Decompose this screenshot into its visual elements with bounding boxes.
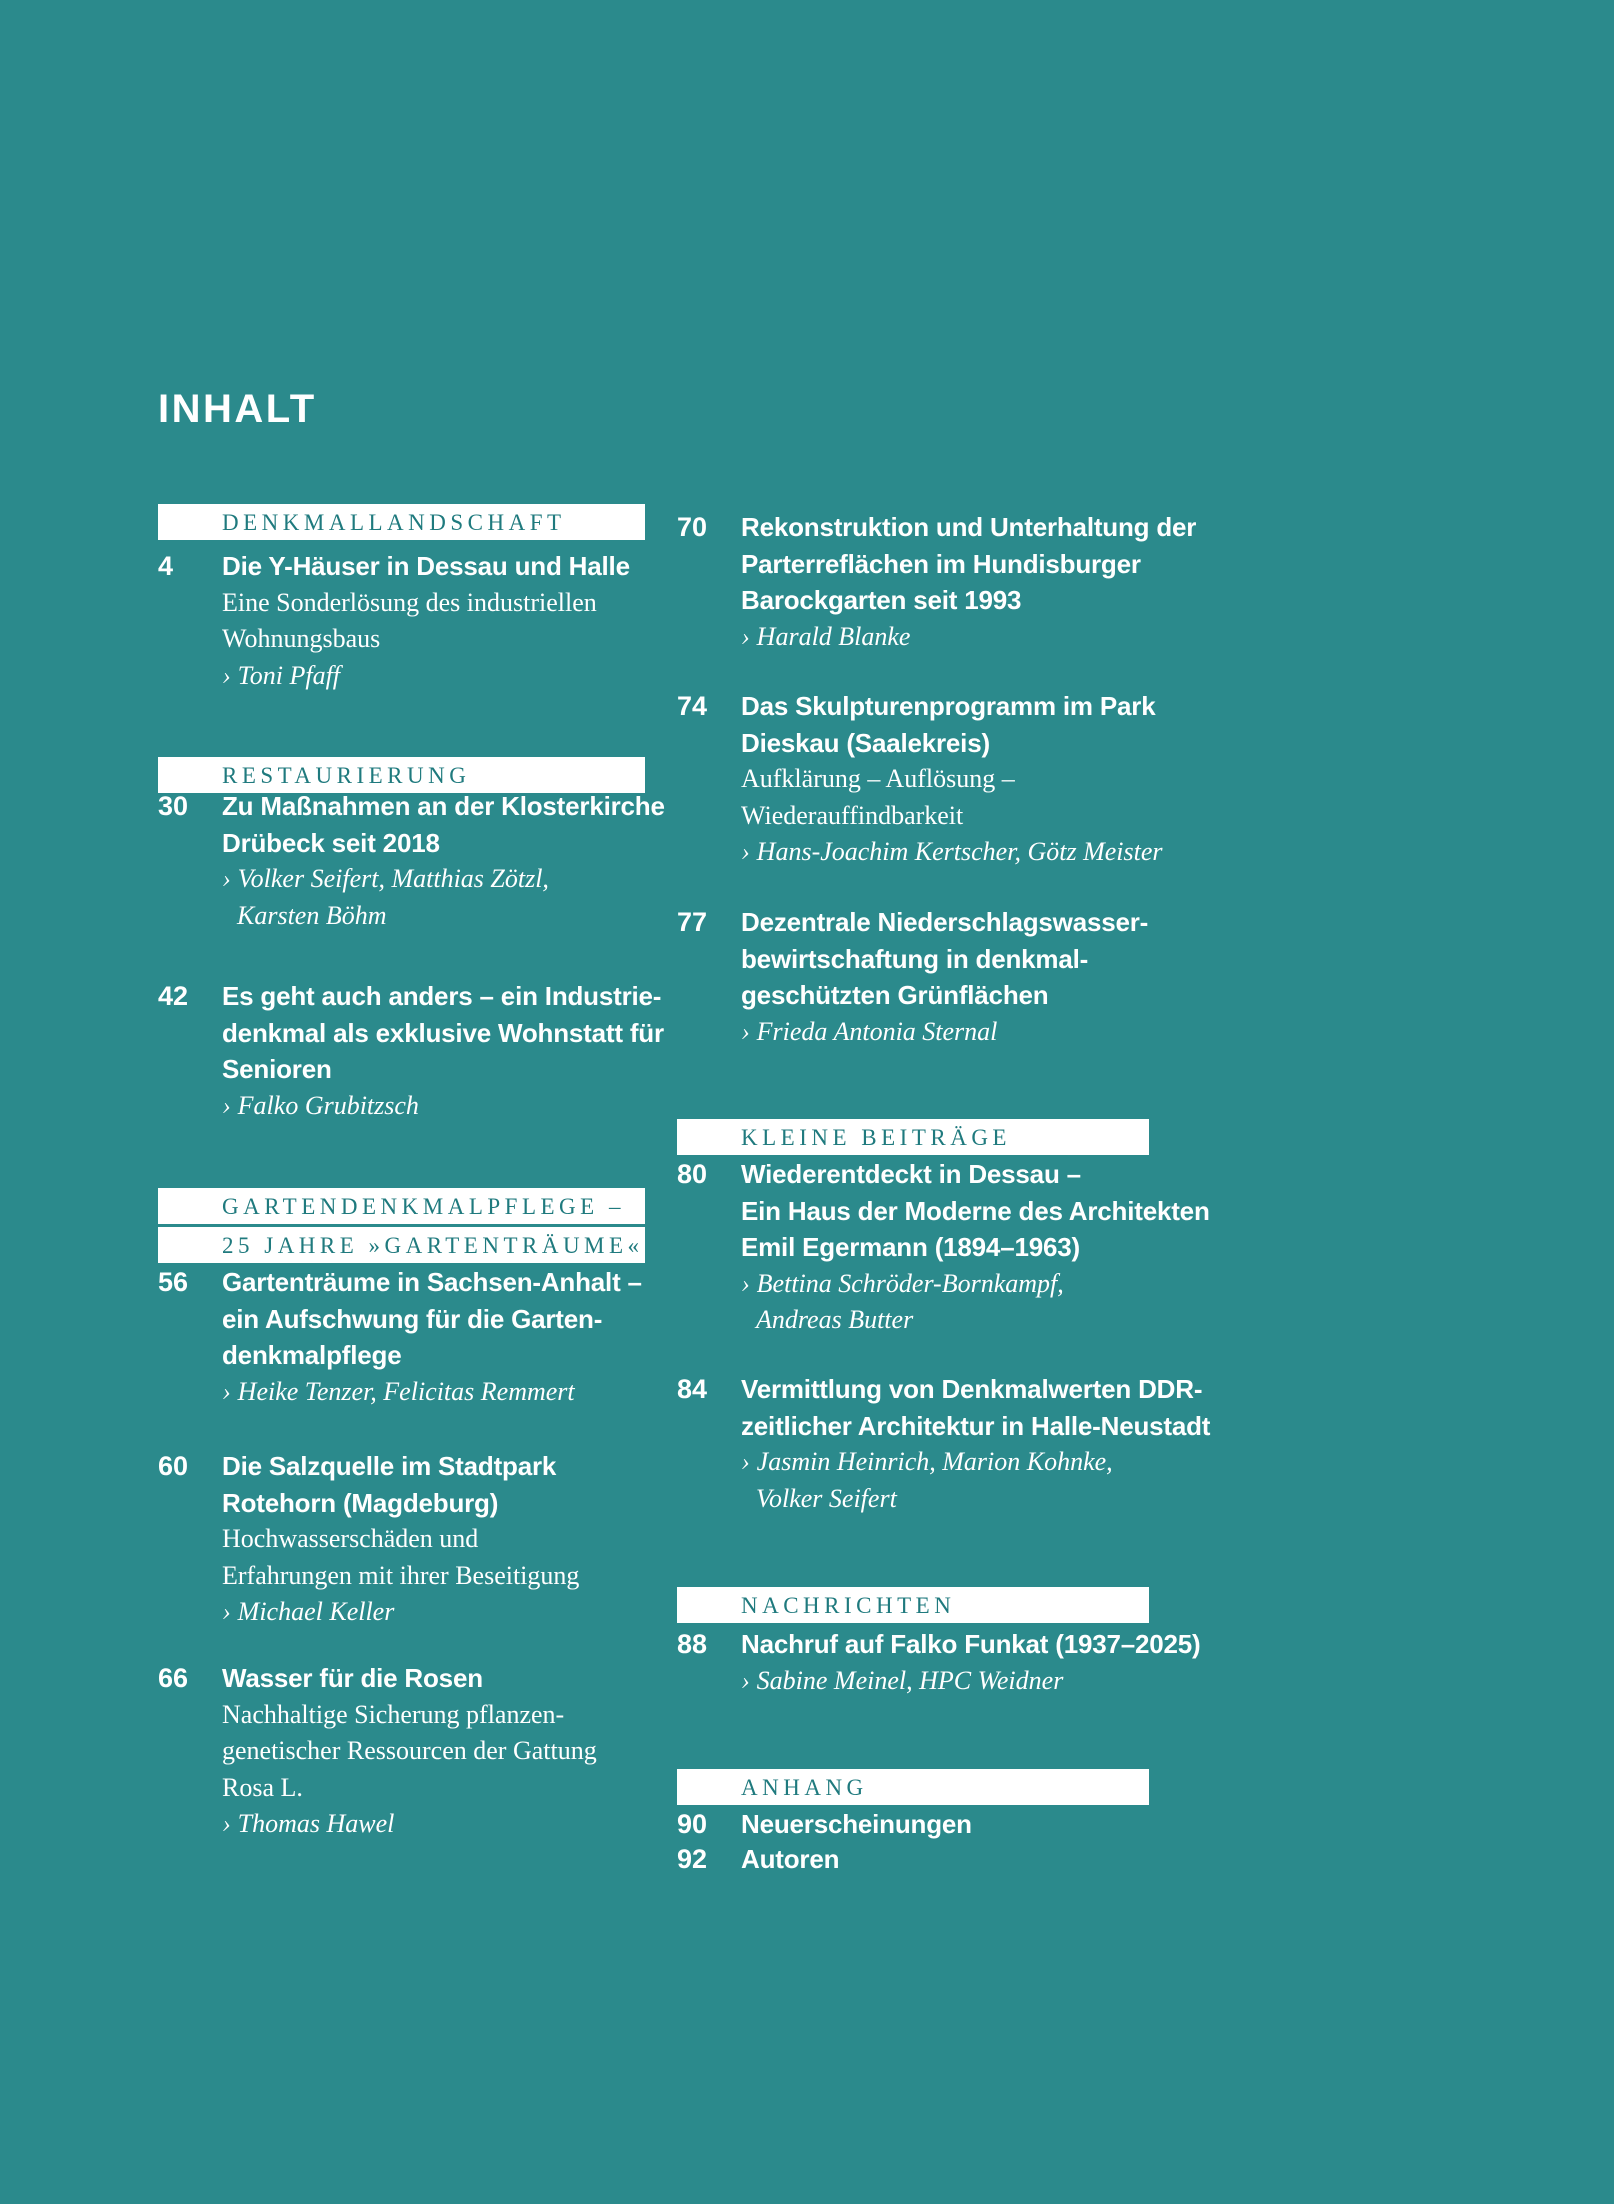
entry-authors <box>222 658 645 695</box>
entry-content <box>741 688 1163 871</box>
entry-title: Neuerscheinungen <box>741 1809 972 1839</box>
section-label: 25 JAHRE »GARTENTRÄUME« <box>222 1233 644 1258</box>
author-name: Thomas Hawel <box>237 1809 395 1838</box>
entry-subtitle: Nachhaltige Sicherung pflanzen- <box>222 1699 565 1729</box>
entry-authors <box>222 1088 664 1125</box>
section-header-row <box>158 1227 645 1263</box>
author-marker-icon: › <box>741 1016 750 1046</box>
toc-entry <box>677 1806 1149 1843</box>
toc-column-left <box>158 0 665 2204</box>
entry-authors <box>222 861 665 898</box>
entry-title: Die Salzquelle im Stadtpark <box>222 1451 557 1481</box>
section-header-row <box>158 504 645 540</box>
author-marker-icon: › <box>741 1268 750 1298</box>
entry-title: ein Aufschwung für die Garten- <box>222 1303 603 1334</box>
entry-title: Dieskau (Saalekreis) <box>741 727 990 758</box>
section-header-row <box>677 1587 1149 1623</box>
entry-title: Gartenträume in Sachsen-Anhalt – <box>222 1267 642 1297</box>
entry-content <box>222 788 665 934</box>
entry-authors <box>222 898 665 935</box>
toc-entry <box>158 788 665 934</box>
entry-authors <box>741 1266 1210 1303</box>
section-label: DENKMALLANDSCHAFT <box>222 510 566 535</box>
entry-title: Dezentrale Niederschlagswasser- <box>741 907 1149 937</box>
author-name: Volker Seifert, Matthias Zötzl, <box>237 864 549 893</box>
entry-authors <box>741 1444 1210 1481</box>
toc-entry <box>677 904 1149 1050</box>
entry-page-number: 90 <box>677 1809 708 1839</box>
entry-title: Emil Egermann (1894–1963) <box>741 1232 1080 1262</box>
entry-title: Barockgarten seit 1993 <box>741 585 1022 615</box>
entry-title: Drübeck seit 2018 <box>222 827 440 858</box>
entry-subtitle: Wohnungsbaus <box>222 624 381 653</box>
author-marker-icon: › <box>741 837 750 866</box>
toc-entry <box>677 688 1163 871</box>
author-name: Andreas Butter <box>756 1305 914 1334</box>
entry-authors <box>741 1481 1210 1518</box>
entry-authors <box>222 1806 645 1843</box>
section-header <box>158 504 645 543</box>
entry-authors <box>741 619 1196 656</box>
section-header <box>677 1769 1149 1808</box>
section-header <box>677 1587 1149 1626</box>
entry-page-number: 4 <box>158 551 174 581</box>
toc-entry <box>677 1371 1211 1517</box>
author-name: Volker Seifert <box>756 1483 897 1513</box>
toc-entry <box>677 1626 1201 1699</box>
entry-title: denkmal als exklusive Wohnstatt für <box>222 1017 664 1048</box>
author-name: Heike Tenzer, Felicitas Remmert <box>237 1376 575 1406</box>
entry-page-number: 66 <box>158 1663 189 1693</box>
entry-title: bewirtschaftung in denkmal- <box>741 943 1089 974</box>
entry-authors <box>741 834 1163 871</box>
entry-subtitle: Hochwasserschäden und <box>222 1524 479 1553</box>
entry-title: Vermittlung von Denkmalwerten DDR- <box>741 1374 1203 1404</box>
entry-title: Parterreflächen im Hundisburger <box>741 548 1141 579</box>
entry-subtitle: Eine Sonderlösung des industriellen <box>222 587 597 617</box>
entry-content <box>741 1626 1201 1699</box>
author-marker-icon: › <box>222 660 231 690</box>
author-name: Hans-Joachim Kertscher, Götz Meister <box>756 837 1163 866</box>
entry-content <box>222 978 664 1124</box>
author-name: Sabine Meinel, HPC Weidner <box>756 1665 1064 1695</box>
author-name: Falko Grubitzsch <box>237 1090 419 1120</box>
entry-authors <box>741 1302 1210 1339</box>
toc-entry <box>677 509 1197 655</box>
entry-authors <box>222 1374 645 1411</box>
author-marker-icon: › <box>222 1090 231 1120</box>
entry-subtitle: Aufklärung – Auflösung – <box>741 764 1015 793</box>
entry-subtitle: Wiederauffindbarkeit <box>741 800 964 830</box>
author-marker-icon: › <box>222 1809 231 1838</box>
toc-entry <box>158 978 664 1124</box>
section-header-row <box>677 1769 1149 1805</box>
entry-page-number: 88 <box>677 1629 708 1659</box>
entry-content <box>741 1806 1149 1843</box>
author-name: Karsten Böhm <box>237 900 387 930</box>
entry-subtitle: Erfahrungen mit ihrer Beseitigung <box>222 1560 580 1590</box>
author-marker-icon: › <box>222 1376 231 1406</box>
entry-title: Ein Haus der Moderne des Architekten <box>741 1195 1210 1226</box>
entry-title: Die Y-Häuser in Dessau und Halle <box>222 551 630 581</box>
entry-title: denkmalpflege <box>222 1340 402 1370</box>
entry-title: Rotehorn (Magdeburg) <box>222 1487 499 1518</box>
entry-content <box>741 1371 1210 1517</box>
entry-page-number: 74 <box>677 691 708 721</box>
entry-content <box>222 1660 645 1843</box>
toc-entry <box>158 1660 645 1843</box>
toc-entry <box>677 1841 1149 1878</box>
entry-page-number: 56 <box>158 1267 189 1297</box>
section-label: ANHANG <box>741 1775 868 1800</box>
author-marker-icon: › <box>222 1597 231 1626</box>
entry-page-number: 60 <box>158 1451 189 1481</box>
entry-authors <box>741 1014 1149 1051</box>
section-header <box>677 1119 1149 1158</box>
section-header-row <box>158 1188 645 1224</box>
entry-page-number: 30 <box>158 791 189 821</box>
entry-subtitle: genetischer Ressourcen der Gattung <box>222 1736 597 1765</box>
entry-title: Autoren <box>741 1844 840 1874</box>
entry-title: Nachruf auf Falko Funkat (1937–2025) <box>741 1629 1201 1659</box>
entry-content <box>222 1448 645 1631</box>
entry-authors <box>741 1663 1201 1700</box>
author-name: Bettina Schröder-Bornkampf, <box>756 1268 1064 1298</box>
section-header <box>158 1188 645 1266</box>
entry-page-number: 77 <box>677 907 708 937</box>
entry-page-number: 70 <box>677 512 708 542</box>
page-title: INHALT <box>158 386 317 431</box>
entry-content <box>741 509 1196 655</box>
author-marker-icon: › <box>741 1447 750 1476</box>
entry-page-number: 92 <box>677 1844 708 1874</box>
author-name: Frieda Antonia Sternal <box>756 1016 998 1046</box>
entry-content <box>741 1156 1210 1339</box>
toc-entry <box>677 1156 1210 1339</box>
entry-title: Wasser für die Rosen <box>222 1663 483 1693</box>
entry-content <box>741 904 1149 1050</box>
section-header-row <box>677 1119 1149 1155</box>
section-label: KLEINE BEITRÄGE <box>741 1125 1011 1150</box>
entry-subtitle: Rosa L. <box>222 1772 303 1802</box>
toc-entry <box>158 1264 645 1410</box>
entry-content <box>741 1841 1149 1878</box>
author-marker-icon: › <box>741 621 750 651</box>
entry-title: zeitlicher Architektur in Halle-Neustadt <box>741 1410 1211 1441</box>
section-label: NACHRICHTEN <box>741 1593 956 1618</box>
entry-title: geschützten Grünflächen <box>741 980 1049 1010</box>
entry-title: Es geht auch anders – ein Industrie- <box>222 981 662 1011</box>
author-name: Jasmin Heinrich, Marion Kohnke, <box>756 1447 1113 1476</box>
author-marker-icon: › <box>222 864 231 893</box>
toc-entry <box>158 1448 645 1631</box>
section-label: RESTAURIERUNG <box>222 763 471 788</box>
entry-title: Senioren <box>222 1054 332 1084</box>
entry-content <box>222 548 645 694</box>
entry-title: Das Skulpturenprogramm im Park <box>741 691 1156 721</box>
entry-title: Wiederentdeckt in Dessau – <box>741 1159 1081 1189</box>
toc-entry <box>158 548 645 694</box>
entry-page-number: 84 <box>677 1374 708 1404</box>
author-name: Harald Blanke <box>756 621 911 651</box>
toc-column-right <box>677 0 1211 2204</box>
entry-title: Zu Maßnahmen an der Klosterkirche <box>222 791 665 821</box>
entry-title: Rekonstruktion und Unterhaltung der <box>741 512 1197 542</box>
entry-authors <box>222 1594 645 1631</box>
entry-content <box>222 1264 645 1410</box>
section-label: GARTENDENKMALPFLEGE – <box>222 1194 625 1219</box>
entry-page-number: 42 <box>158 981 189 1011</box>
author-name: Toni Pfaff <box>237 660 341 690</box>
author-marker-icon: › <box>741 1665 750 1695</box>
entry-page-number: 80 <box>677 1159 708 1189</box>
author-name: Michael Keller <box>237 1597 395 1626</box>
